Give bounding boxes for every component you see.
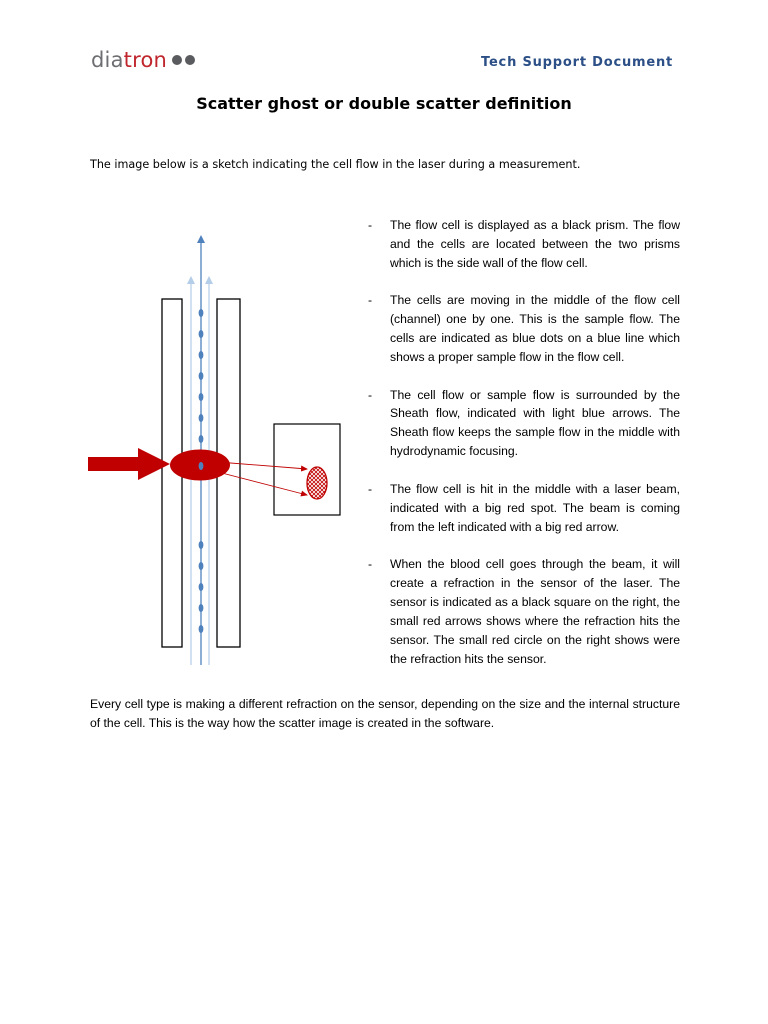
explanation-list bbox=[368, 216, 680, 669]
cell-dot-icon bbox=[199, 330, 204, 338]
list-item-text: The flow cell is hit in the middle with a laser beam, indicated with a big red spot. The beam is coming from the left indicated with a big red arrow. bbox=[390, 481, 680, 534]
list-item-text: The cell flow or sample flow is surrounded by the Sheath flow, indicated with light blue arrows. The Sheath flow keeps the sample flow in the middle with hydrodynamic focusing. bbox=[390, 387, 680, 459]
document-type-label: Tech Support Document bbox=[481, 55, 674, 70]
flow-cell-diagram bbox=[80, 228, 350, 668]
intro-paragraph: The image below is a sketch indicating the cell flow in the laser during a measurement. bbox=[90, 158, 581, 171]
logo-text-dia: dia bbox=[91, 48, 124, 72]
cell-dot-icon bbox=[199, 414, 204, 422]
laser-beam-arrow-icon bbox=[88, 448, 170, 480]
list-dash: - bbox=[368, 557, 373, 572]
list-dash: - bbox=[368, 218, 373, 232]
sensor-square-icon bbox=[274, 424, 340, 515]
cell-dot-icon bbox=[199, 435, 204, 443]
cell-dot-icon bbox=[199, 625, 204, 633]
cell-dot-icon bbox=[199, 309, 204, 317]
list-item-text: The flow cell is displayed as a black prism. The flow and the cells are located between the two prisms which is the side wall of the flow cell. bbox=[390, 218, 680, 270]
logo-dot-icon bbox=[172, 55, 182, 65]
logo-text-tron: tron bbox=[123, 48, 168, 72]
refraction-circle-icon bbox=[307, 467, 327, 499]
closing-paragraph: Every cell type is making a different refraction on the sensor, depending on the size and the internal structure of the cell. This is the way how the scatter image is created in the software. bbox=[90, 697, 680, 730]
cell-dot-icon bbox=[199, 604, 204, 612]
cell-dot-icon bbox=[199, 351, 204, 359]
list-item-text: The cells are moving in the middle of the flow cell (channel) one by one. This is the sample flow. The cells are indicated as blue dots on a blue line which shows a proper sample flow in the flow cell. bbox=[390, 293, 680, 365]
list-item bbox=[368, 291, 680, 367]
cell-dot-icon bbox=[199, 393, 204, 401]
list-item bbox=[368, 216, 680, 273]
list-dash: - bbox=[368, 387, 373, 402]
diatron-logo bbox=[91, 47, 195, 73]
list-dash: - bbox=[368, 293, 373, 308]
cell-dot-icon bbox=[199, 562, 204, 570]
cell-dot-icon bbox=[199, 372, 204, 380]
list-item bbox=[368, 386, 680, 462]
list-item-text: When the blood cell goes through the beam, it will create a refraction in the sensor of the laser. The sensor is indicated as a black square on the right, the small red arrows shows where the refraction hits the sensor. The small red circle on the right shows were the refraction hits the sensor. bbox=[390, 557, 680, 666]
list-item bbox=[368, 555, 680, 668]
list-item bbox=[368, 480, 680, 537]
cell-dot-icon bbox=[199, 541, 204, 549]
cell-dot-icon bbox=[199, 583, 204, 591]
page-title: Scatter ghost or double scatter definition bbox=[196, 94, 572, 113]
list-dash: - bbox=[368, 481, 373, 496]
cell-in-beam-dot-icon bbox=[199, 462, 204, 470]
logo-dot-icon bbox=[185, 55, 195, 65]
